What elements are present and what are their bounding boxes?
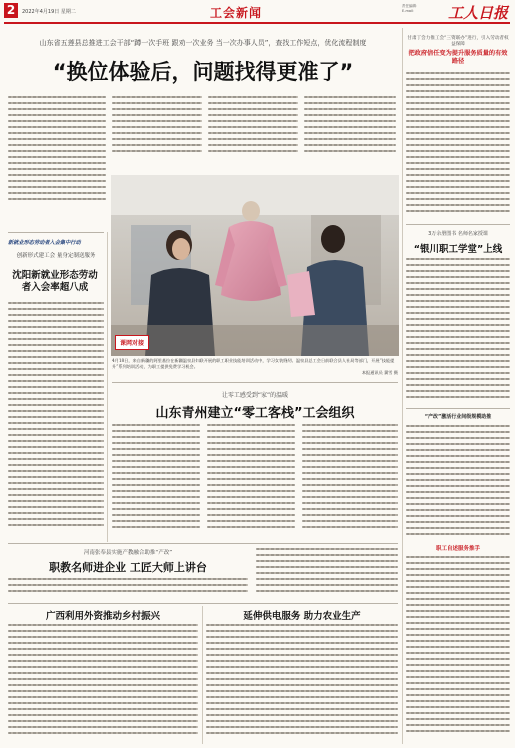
news-photo: [111, 175, 399, 356]
issue-date: 2022年4月19日 星期二: [22, 9, 76, 15]
right-bottom-body: [406, 556, 510, 742]
left-body: [8, 302, 104, 540]
right-top-headline: 把政府信任变为提升服务质量的有效路径: [408, 50, 508, 65]
section-title: 工会新闻: [210, 6, 263, 20]
right-lower-body: [406, 425, 510, 541]
masthead-logo: 工人日报: [448, 4, 509, 22]
bottom-row-rule: [8, 603, 398, 604]
bottom-row-right-headline: 延伸供电服务 助力农业生产: [243, 611, 361, 622]
workshop-photo-image: [111, 175, 399, 356]
right-mid-kicker: 3万余册图书 名师名家授课: [428, 231, 488, 237]
photo-caption: 4月18日，来自新疆的阿里基拉在新疆温泉县妇联开展的职工职业技能培训活动中，学习女装缝纫。温泉县总工会日前联合县人社局等部门，开展“技能提升”系列培训活动，为职工提供免费学习机会。: [112, 358, 395, 369]
middle-body-col3: [302, 424, 398, 534]
lead-kicker: 山东省五莲县总推进工会干部“蹲一次手班 跟劝一次业务 当一次办事人员”，查找工作短点，优化流程制度: [39, 39, 367, 47]
lead-body-col1: [8, 96, 106, 228]
right-bottom-tag: 职工自述服务推手: [435, 546, 480, 552]
page-number-badge: 2: [4, 3, 18, 18]
right-lower-rule: [406, 408, 510, 409]
right-column-divider: [402, 28, 403, 744]
editor-info: [402, 4, 420, 14]
bottom-left-kicker: 河南张奉县实施产教融合助推“产改”: [83, 550, 173, 556]
middle-body-col2: [207, 424, 295, 534]
middle-kicker: 让零工感受到“家”的温暖: [221, 392, 289, 399]
page-header: [0, 0, 515, 26]
header-rule: [4, 22, 510, 24]
bottom-row-divider: [202, 606, 203, 744]
right-mid-headline: “银川职工学堂”上线: [413, 244, 503, 255]
bottom-left-rule: [8, 543, 398, 544]
photo-caption-block: [112, 358, 398, 376]
bottom-row-left-body: [8, 624, 198, 742]
right-mid-rule: [406, 224, 510, 225]
bottom-left-body: [8, 578, 248, 598]
bottom-row-left-headline: 广西利用外资推动乡村振兴: [45, 611, 160, 622]
bottom-left-headline: 职教名师进企业 工匠大师上讲台: [49, 561, 207, 574]
column-divider-left: [107, 232, 108, 542]
middle-story-rule: [112, 382, 398, 383]
lead-body-col4: [304, 96, 396, 172]
lead-body-col2: [112, 96, 202, 172]
photo-credit: 本报通讯员 冀雪 摄: [361, 370, 398, 375]
right-top-body: [406, 72, 510, 220]
editor-line: 责任编辑：: [402, 4, 420, 8]
right-mid-body: [406, 258, 510, 404]
right-lower-kicker: “产改”激活行业间级规模助推: [424, 414, 492, 420]
middle-headline: 山东青州建立“零工客栈”工会组织: [155, 406, 355, 421]
middle-body-col1: [112, 424, 200, 534]
right-top-kicker: 甘肃丁会力推工会“三资联办”进行，引入劳动者权益保障: [407, 36, 509, 47]
left-headline: 沈阳新就业形态劳动者入会率超八成: [12, 270, 98, 293]
left-column-divider: [8, 232, 104, 233]
photo-tag: 课网对接: [115, 335, 149, 350]
lead-body-col3: [208, 96, 298, 172]
lead-headline: “换位体验后，问题找得更准了”: [52, 60, 354, 84]
left-kicker-top: 新就业形态劳动者入会集中行动: [8, 240, 81, 246]
bottom-row-right-body: [206, 624, 398, 742]
left-subtitle: 创新形式建工会 量身定制送服务: [16, 253, 96, 259]
email-line: E-mail：: [402, 9, 417, 13]
bottom-mid-body: [256, 548, 398, 600]
